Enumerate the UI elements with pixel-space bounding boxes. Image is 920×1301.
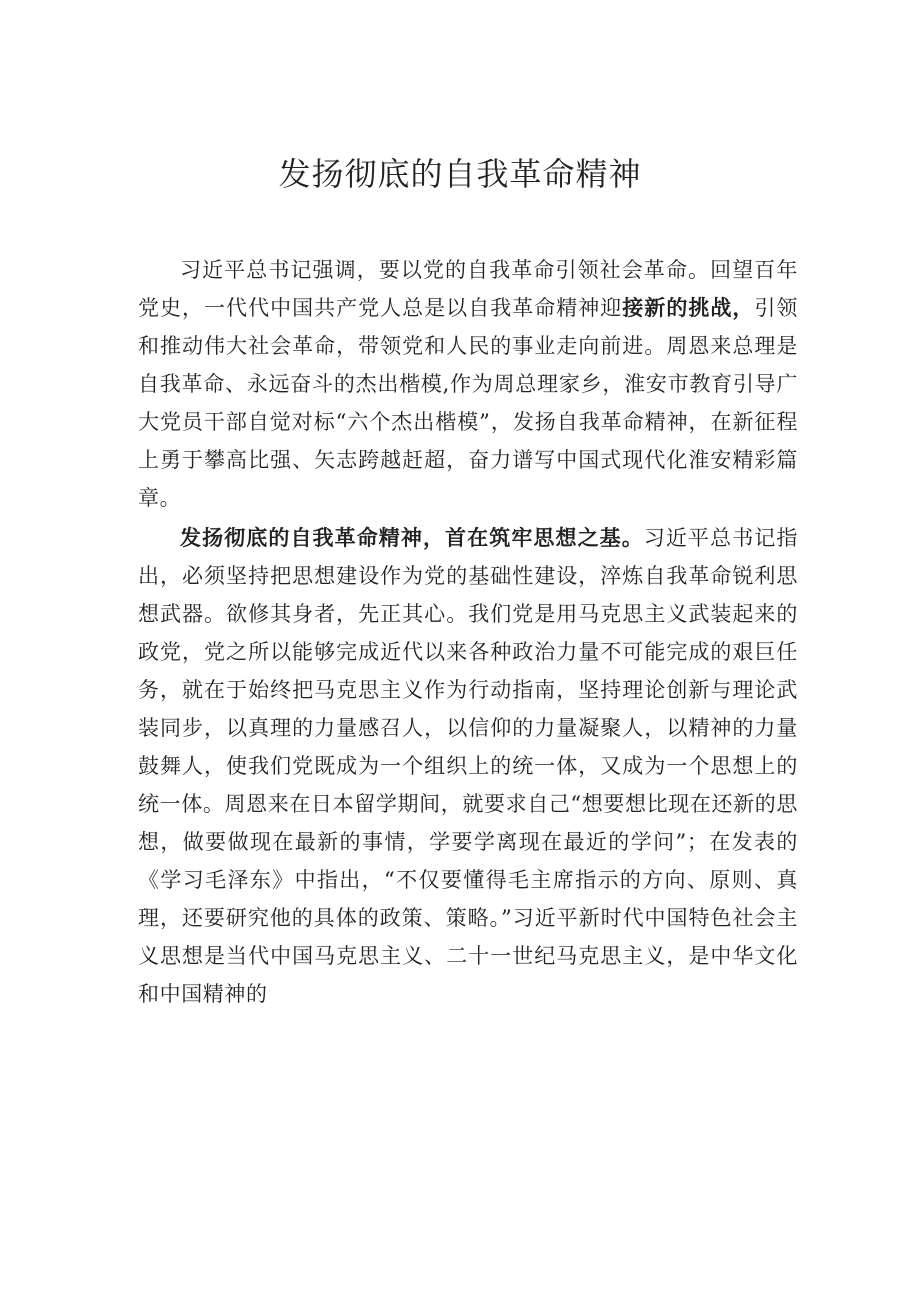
document-body <box>138 251 798 1013</box>
document-title: 发扬彻底的自我革命精神 <box>278 155 642 193</box>
emphasis-text: 接新的挑战， <box>622 295 755 320</box>
section-heading-text: 发扬彻底的自我革命精神，首在筑牢思想之基。 <box>180 525 644 550</box>
paragraph-text: 习近平总书记强调，要以党的自我革命引领社会革命。回望百年党史，一代代中国共产党人总是以自我革命精神迎 <box>138 258 798 320</box>
paragraph-intro <box>138 251 798 517</box>
paragraph-text: 引领和推动伟大社会革命，带领党和人民的事业走向前进。周恩来总理是自我革命、永远奋斗的杰出楷模,作为周总理家乡，淮安市教育引导广大党员干部自觉对标“六个杰出楷模”，发扬自我革命精神，在新征程上勇于攀高比强、矢志跨越赶超，奋力谱写中国式现代化淮安精彩篇章。 <box>138 296 799 510</box>
paragraph-text: 习近平总书记指出，必须坚持把思想建设作为党的基础性建设，淬炼自我革命锐利思想武器。欲修其身者，先正其心。我们党是用马克思主义武装起来的政党，党之所以能够完成近代以来各种政治力量不可能完成的艰巨任务，就在于始终把马克思主义作为行动指南，坚持理论创新与理论武装同步，以真理的力量感召人，以信仰的力量凝聚人，以精神的力量鼓舞人，使我们党既成为一个组织上的统一体，又成为一个思想上的统一体。周恩来在日本留学期间，就要求自己“想要想比现在还新的思想，做要做现在最新的事情，学要学离现在最近的学问”；在发表的《学习毛泽东》中指出，“不仅要懂得毛主席指示的方向、原则、真理，还要研究他的具体的政策、策略。”习近平新时代中国特色社会主义思想是当代中国马克思主义、二十一世纪马克思主义，是中华文化和中国精神的 <box>138 526 798 1006</box>
paragraph-thought-foundation <box>138 519 798 1013</box>
